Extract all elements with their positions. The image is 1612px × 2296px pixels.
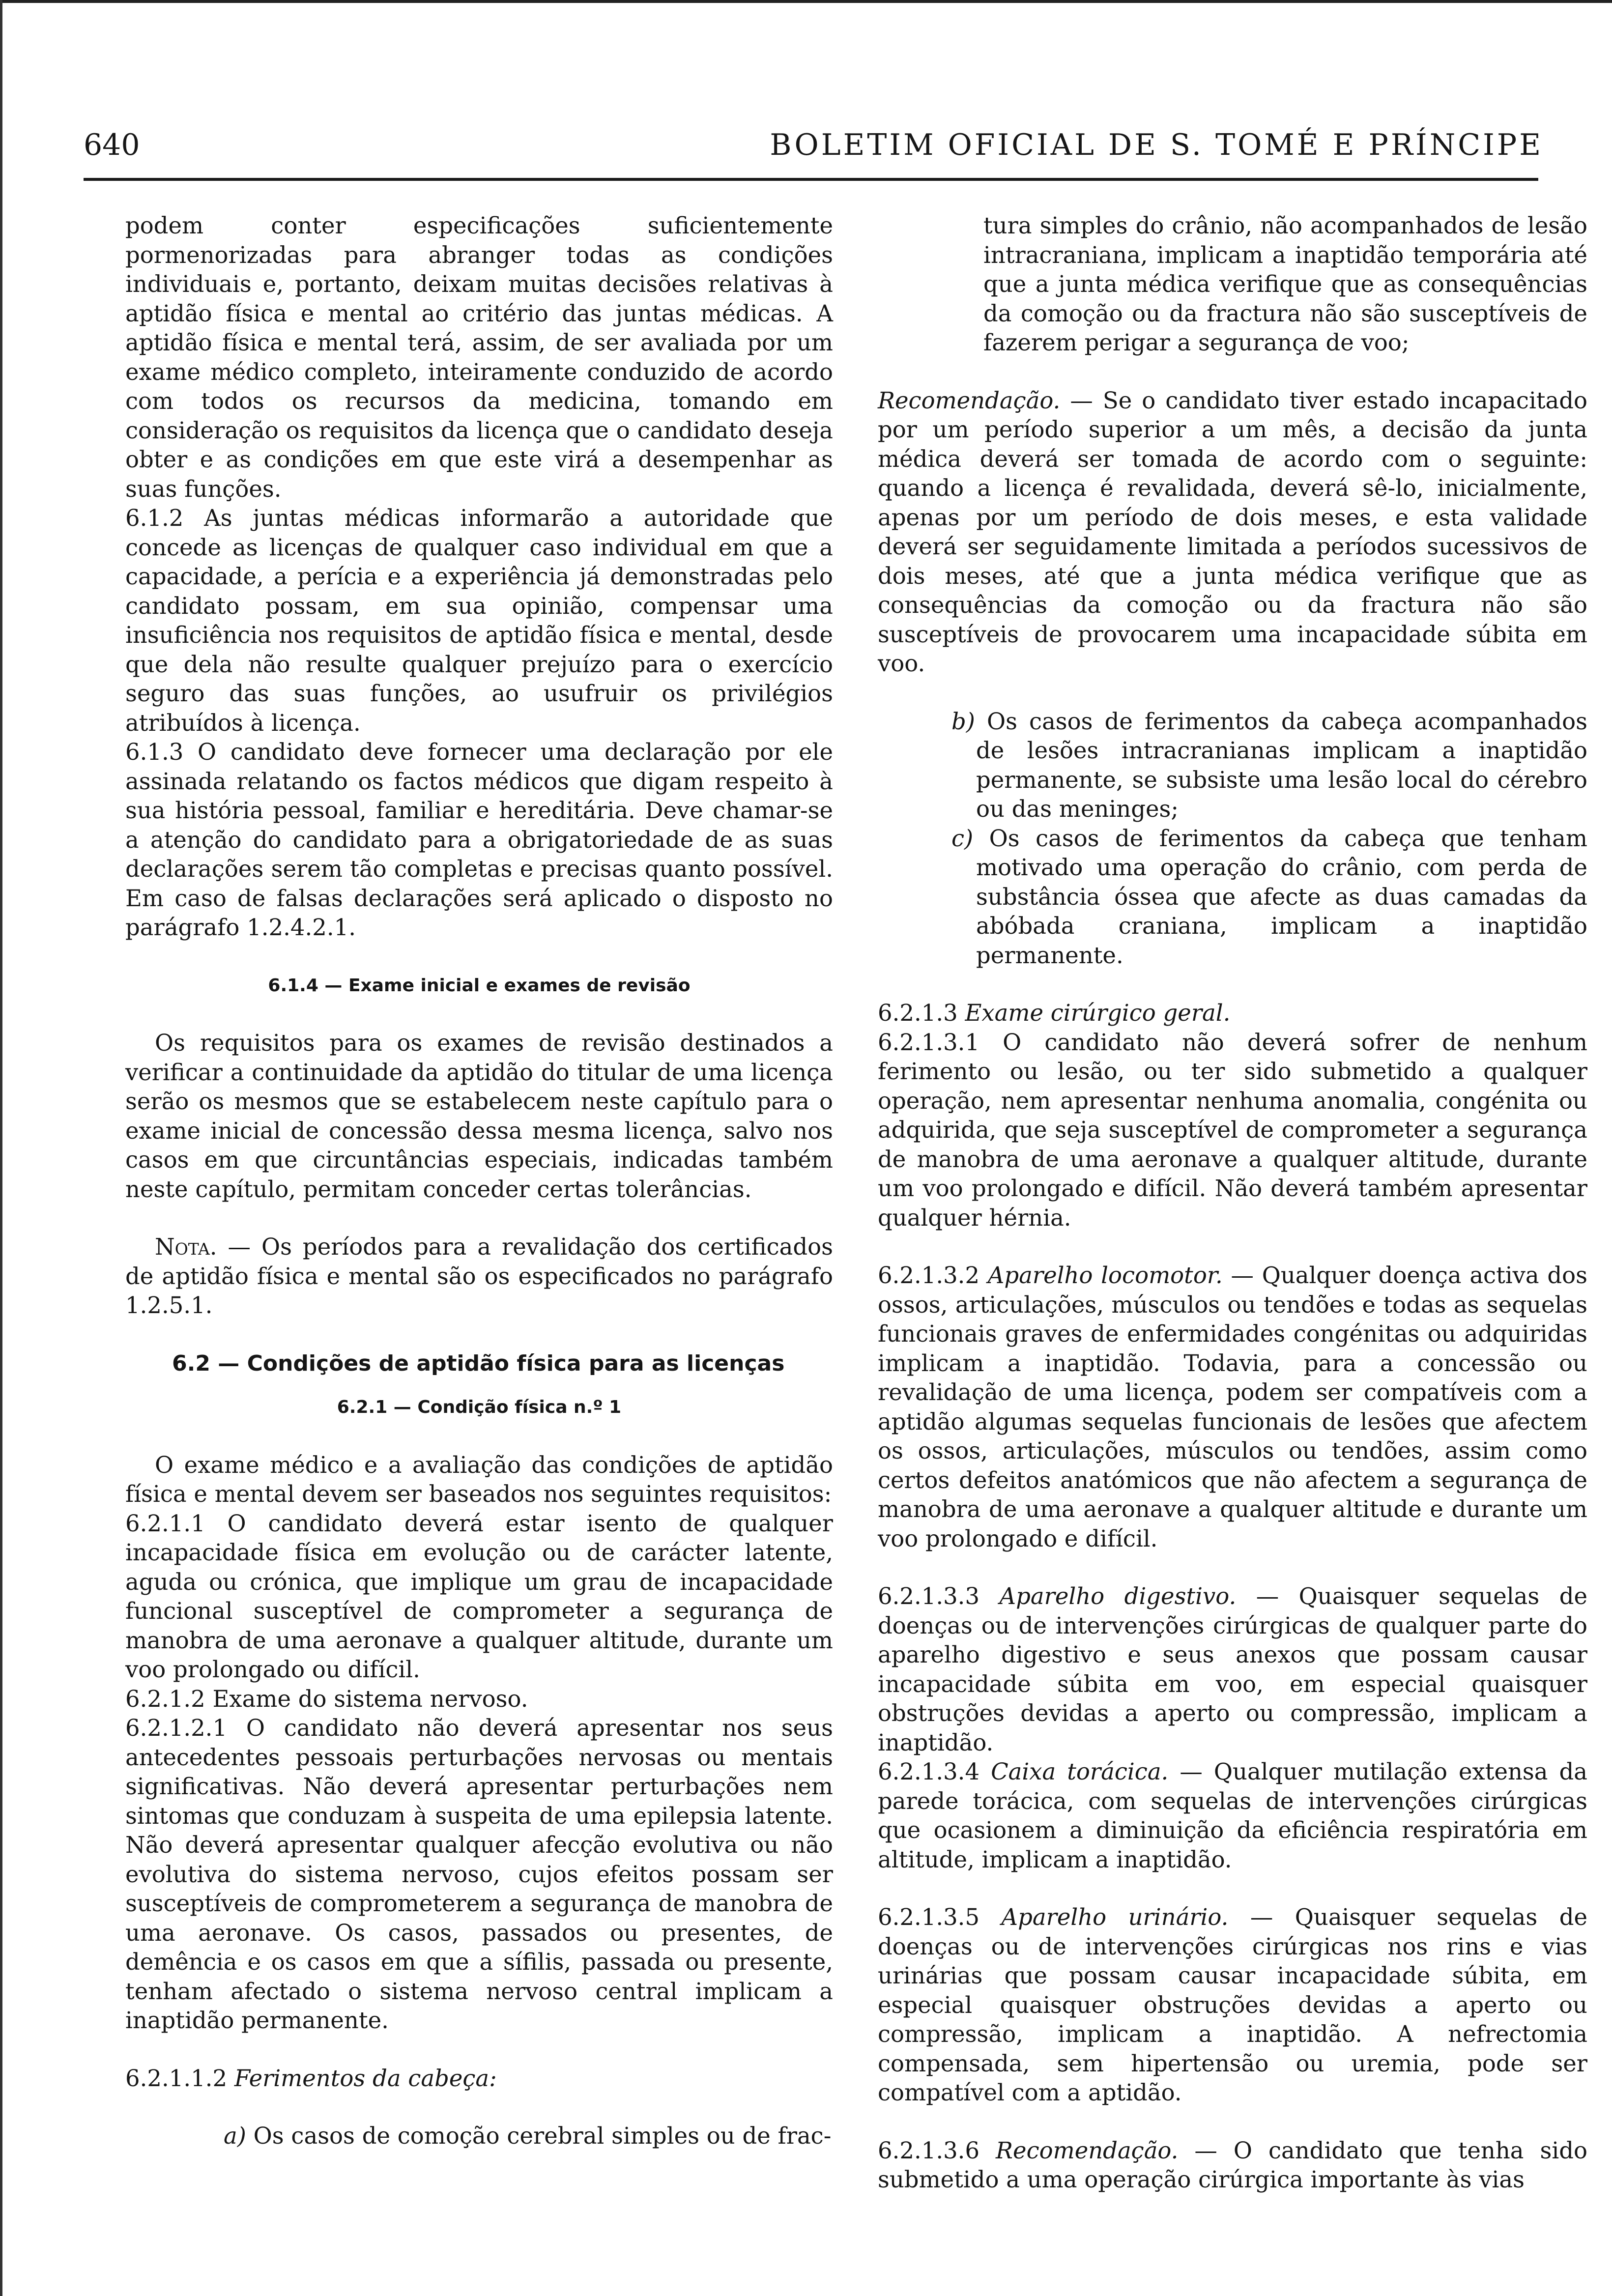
- section-text: — O candidato que tenha sido submetido a uma operação cirúrgica importante às vias: [878, 2137, 1587, 2193]
- section-number: 6.2.1.3.3: [878, 1583, 980, 1609]
- section-number: 6.2.1.3.5: [878, 1904, 980, 1930]
- item-a-continued: tura simples do crânio, não acompanhados de lesão intracraniana, implicam a inaptidão temporária até que a junta médica verifique que as consequências da comoção ou da fractura não são susceptíveis de fazerem perigar a segurança de voo;: [983, 212, 1587, 356]
- section-text: — Qualquer doença activa dos ossos, articulações, músculos ou tendões e todas as sequelas funcionais graves de enfermidades congénitas ou adquiridas implicam a inaptidão. Todavia, para a concessão ou revalidação de uma licença, podem ser compatíveis com a aptidão algumas sequelas funcionais de lesões que afectem os ossos, articulações, músculos ou tendões, assim como certos defeitos anatómicos que não afectem a segurança de manobra de uma aeronave a qualquer altitude e durante um voo prolongado e difícil.: [878, 1262, 1588, 1552]
- recommendation-label: Recomendação.: [878, 387, 1061, 414]
- paragraph-6-1-3: 6.1.3 O candidato deve fornecer uma declaração por ele assinada relatando os factos médicos que digam respeito à sua história pessoal, familiar e hereditária. Deve chamar-se a atenção do candidato para a obrigatoriedade de as suas declarações serem tão completas e precisas quanto possível. Em caso de falsas declarações será aplicado o disposto no parágrafo 1.2.4.2.1.: [125, 739, 833, 941]
- section-title: Caixa torácica.: [991, 1758, 1169, 1785]
- paragraph-6-2-1-1: 6.2.1.1 O candidato deverá estar isento de qualquer incapacidade física em evolução ou de carácter latente, aguda ou crónica, que implique um grau de incapacidade funcional susceptível de comprometer a segurança de manobra de uma aeronave a qualquer altitude, durante um voo prolongado ou difícil.: [125, 1510, 833, 1683]
- paragraph-6-2-1-3-6: [878, 2136, 1587, 2195]
- section-title: Ferimentos da cabeça:: [234, 2065, 497, 2092]
- section-title: Aparelho locomotor.: [987, 1262, 1223, 1289]
- scan-edge-top: [0, 0, 1612, 3]
- item-a: [125, 2122, 833, 2151]
- item-c: [878, 824, 1587, 971]
- paragraph-6-2-1-intro: O exame médico e a avaliação das condições de aptidão física e mental devem ser baseados nos seguintes requisitos:: [125, 1451, 833, 1507]
- paragraph-6-1-4: Os requisitos para os exames de revisão destinados a verificar a continuidade da aptidão do titular de uma licença serão os mesmos que se estabelecem neste capítulo para o exame inicial de concessão dessa mesma licença, salvo nos casos em que circuntâncias especiais, indicadas também neste capítulo, permitam conceder certas tolerâncias.: [125, 1030, 833, 1203]
- item-c-text: Os casos de ferimentos da cabeça que tenham motivado uma operação do crânio, com perda de substância óssea que afecte as duas camadas da abóbada craniana, implicam a inaptidão permanente.: [973, 825, 1587, 969]
- paragraph-6-2-1-2: 6.2.1.2 Exame do sistema nervoso.: [125, 1685, 528, 1712]
- left-column: [125, 211, 833, 2151]
- section-text: — Quaisquer sequelas de doenças ou de intervenções cirúrgicas nos rins e vias urinárias que possam causar incapacidade súbita, em especial quaisquer obstruções devidas a aperto ou compressão, implicam a inaptidão. A nefrectomia compensada, sem hipertensão ou uremia, pode ser compatível com a aptidão.: [878, 1904, 1587, 2106]
- section-title: Aparelho digestivo.: [999, 1583, 1237, 1609]
- recommendation-paragraph: [878, 386, 1587, 679]
- paragraph-6-2-1-3-4: [878, 1757, 1587, 1874]
- header-rule: [84, 178, 1538, 181]
- paragraph-6-2-1-3-5: [878, 1903, 1587, 2108]
- section-title: Exame cirúrgico geral.: [965, 1000, 1231, 1026]
- section-text: — Quaisquer sequelas de doenças ou de intervenções cirúrgicas de qualquer parte do aparelho digestivo e seus anexos que possam causar incapacidade súbita em voo, em especial quaisquer obstruções devidas a aperto ou compressão, implicam a inaptidão.: [878, 1583, 1587, 1756]
- heading-6-2-1: 6.2.1 — Condição física n.º 1: [337, 1397, 622, 1417]
- note-text: — Os períodos para a revalidação dos certificados de aptidão física e mental são os especificados no parágrafo 1.2.5.1.: [125, 1234, 833, 1319]
- recommendation-text: — Se o candidato tiver estado incapacitado por um período superior a um mês, a decisão da junta médica deverá ser tomada de acordo com o seguinte: quando a licença é revalidada, deverá sê-lo, inicialmente, apenas por um período de dois meses, e esta validade deverá ser seguidamente limitada a períodos sucessivos de dois meses, até que a junta médica verifique que as consequências da comoção ou da fractura não são susceptíveis de provocarem uma incapacidade súbita em voo.: [878, 387, 1587, 677]
- item-a-text: Os casos de comoção cerebral simples ou de frac-: [246, 2123, 832, 2149]
- section-number: 6.2.1.3: [878, 1000, 958, 1026]
- paragraph-6-2-1-3-1: 6.2.1.3.1 O candidato não deverá sofrer de nenhum ferimento ou lesão, ou ter sido submetido a qualquer operação, nem apresentar nenhuma anomalia, congénita ou adquirida, que seja susceptível de comprometer a segurança de manobra de uma aeronave a qualquer altitude, durante um voo prolongado e difícil. Não deverá também apresentar qualquer hérnia.: [878, 1029, 1587, 1231]
- section-text: — Qualquer mutilação extensa da parede torácica, com sequelas de intervenções cirúrgicas que ocasionem a diminuição da eficiência respiratória em altitude, implicam a inaptidão.: [878, 1758, 1588, 1873]
- paragraph-6-2-1-1-2: [125, 2064, 833, 2094]
- heading-6-1-4: 6.1.4 — Exame inicial e exames de revisão: [268, 975, 691, 996]
- item-c-label: c): [951, 825, 974, 852]
- section-number: 6.2.1.3.4: [878, 1758, 980, 1785]
- section-number: 6.2.1.3.6: [878, 2137, 980, 2164]
- item-b-text: Os casos de ferimentos da cabeça acompanhados de lesões intracranianas implicam a inaptidão permanente, se subsiste uma lesão local do cérebro ou das meninges;: [975, 708, 1587, 822]
- page-header: [84, 128, 1543, 167]
- paragraph-6-1-2: 6.1.2 As juntas médicas informarão a autoridade que concede as licenças de qualquer caso individual em que a capacidade, a perícia e a experiência já demonstradas pelo candidato possam, em sua opinião, compensar uma insuficiência nos requisitos de aptidão física e mental, desde que dela não resulte qualquer prejuízo para o exercício seguro das suas funções, ao usufruir os privilégios atribuídos à licença.: [125, 505, 833, 736]
- section-title: Recomendação.: [996, 2137, 1179, 2164]
- item-a-label: a): [224, 2123, 246, 2149]
- item-b: [878, 707, 1587, 824]
- section-title: Aparelho urinário.: [1001, 1904, 1229, 1930]
- paragraph-6-2-1-3: [878, 999, 1587, 1028]
- paragraph-6-2-1-2-1: 6.2.1.2.1 O candidato não deverá apresentar nos seus antecedentes pessoais perturbações nervosas ou mentais significativas. Não deverá apresentar perturbações nem sintomas que conduzam à suspeita de uma epilepsia latente. Não deverá apresentar qualquer afecção evolutiva ou não evolutiva do sistema nervoso, cujos efeitos possam ser susceptíveis de comprometerem a segurança de manobra de uma aeronave. Os casos, passados ou presentes, de demência e os casos em que a sífilis, passada ou presente, tenham afectado o sistema nervoso central implicam a inaptidão permanente.: [125, 1715, 833, 2034]
- item-b-label: b): [951, 708, 975, 735]
- section-number: 6.2.1.1.2: [125, 2065, 228, 2092]
- paragraph-intro: podem conter especificações suficientemente pormenorizadas para abranger todas as condições individuais e, portanto, deixam muitas decisões relativas à aptidão física e mental ao critério das juntas médicas. A aptidão física e mental terá, assim, de ser avaliada por um exame médico completo, inteiramente conduzido de acordo com todos os recursos da medicina, tomando em consideração os requisitos da licença que o candidato deseja obter e as condições em que este virá a desempenhar as suas funções.: [125, 212, 833, 502]
- paragraph-6-2-1-3-2: [878, 1261, 1587, 1553]
- heading-6-2: 6.2 — Condições de aptidão física para as licenças: [172, 1350, 785, 1376]
- right-column: [878, 211, 1587, 2195]
- section-number: 6.2.1.3.2: [878, 1262, 980, 1289]
- page-number: 640: [84, 128, 140, 162]
- note-paragraph: [125, 1233, 833, 1320]
- scan-edge-left: [0, 0, 2, 2296]
- paragraph-6-2-1-3-3: [878, 1582, 1587, 1757]
- publication-title: BOLETIM OFICIAL DE S. TOMÉ E PRÍNCIPE: [770, 128, 1543, 162]
- note-label: Nota.: [155, 1234, 217, 1260]
